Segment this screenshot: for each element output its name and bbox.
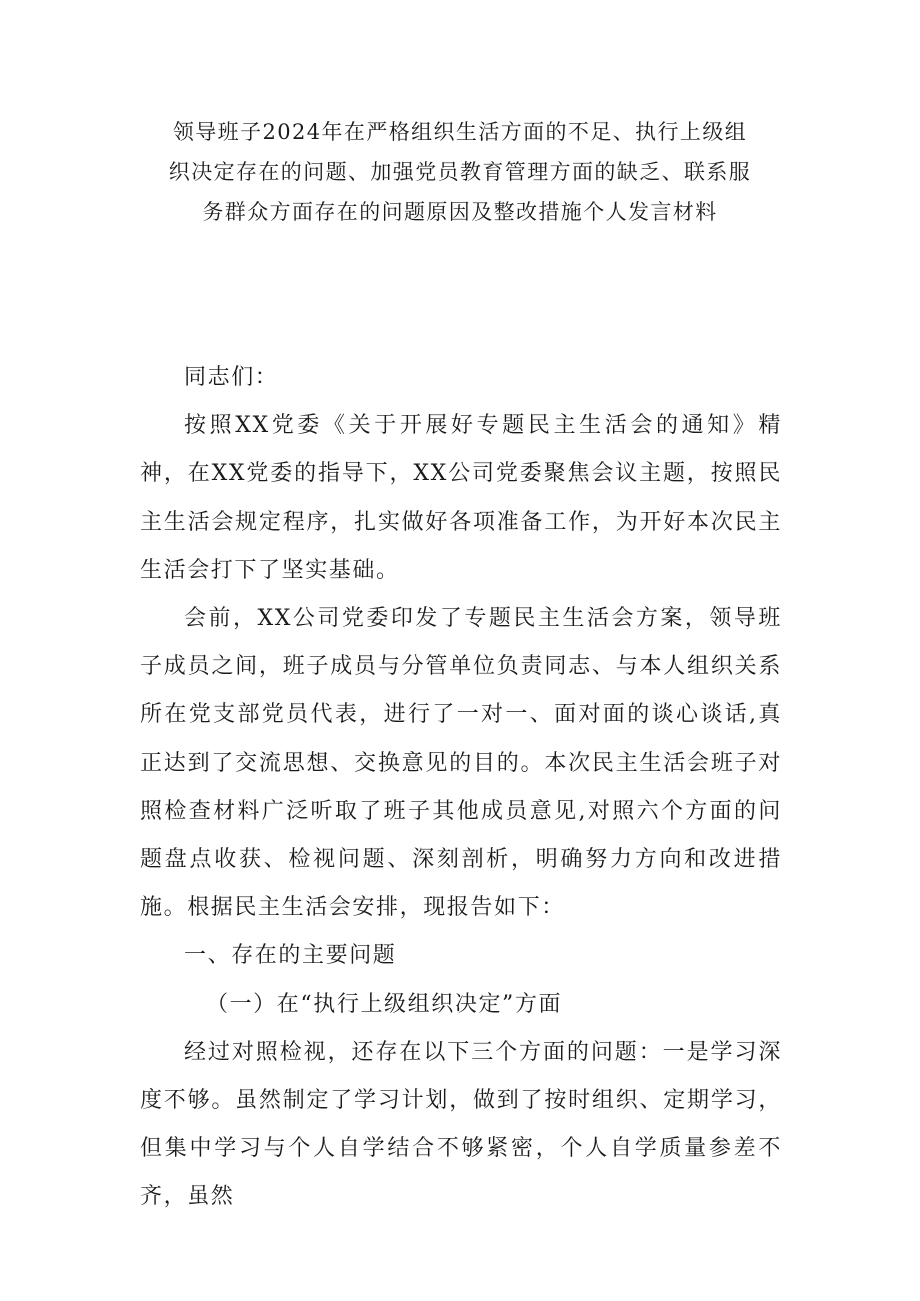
paragraph-2: 会前，XX公司党委印发了专题民主生活会方案，领导班子成员之间，班子成员与分管单位负责同志、与本人组织关系所在党支部党员代表，进行了一对一、面对面的谈心谈话,真正达到了交流思想、交换意见的目的。本次民主生活会班子对照检查材料广泛听取了班子其他成员意见,对照六个方面的问题盘点收获、检视问题、深刻剖析，明确努力方向和改进措施。根据民主生活会安排，现报告如下： [140,606,782,921]
greeting: 同志们： [184,365,279,390]
title-line-3: 务群众方面存在的问题原因及整改措施个人发言材料 [202,200,718,224]
title-line-2: 织决定存在的问题、加强党员教育管理方面的缺乏、联系服 [168,160,752,184]
sub-heading: （一）在“执行上级组织决定”方面 [206,991,563,1017]
paragraph-1: 按照XX党委《关于开展好专题民主生活会的通知》精神，在XX党委的指导下，XX公司党委聚焦会议主题，按照民主生活会规定程序，扎实做好各项准备工作，为开好本次民主生活会打下了坚实基础。 [140,413,782,583]
section-paragraph: 经过对照检视，还存在以下三个方面的问题：一是学习深度不够。虽然制定了学习计划，做到了按时组织、定期学习，但集中学习与个人自学结合不够紧密，个人自学质量参差不齐，虽然 [140,1039,782,1210]
document-body [140,354,782,1222]
document-title [140,112,780,232]
section-heading: 一、存在的主要问题 [184,943,397,969]
title-line-1: 领导班子2024年在严格组织生活方面的不足、执行上级组 [172,120,748,144]
